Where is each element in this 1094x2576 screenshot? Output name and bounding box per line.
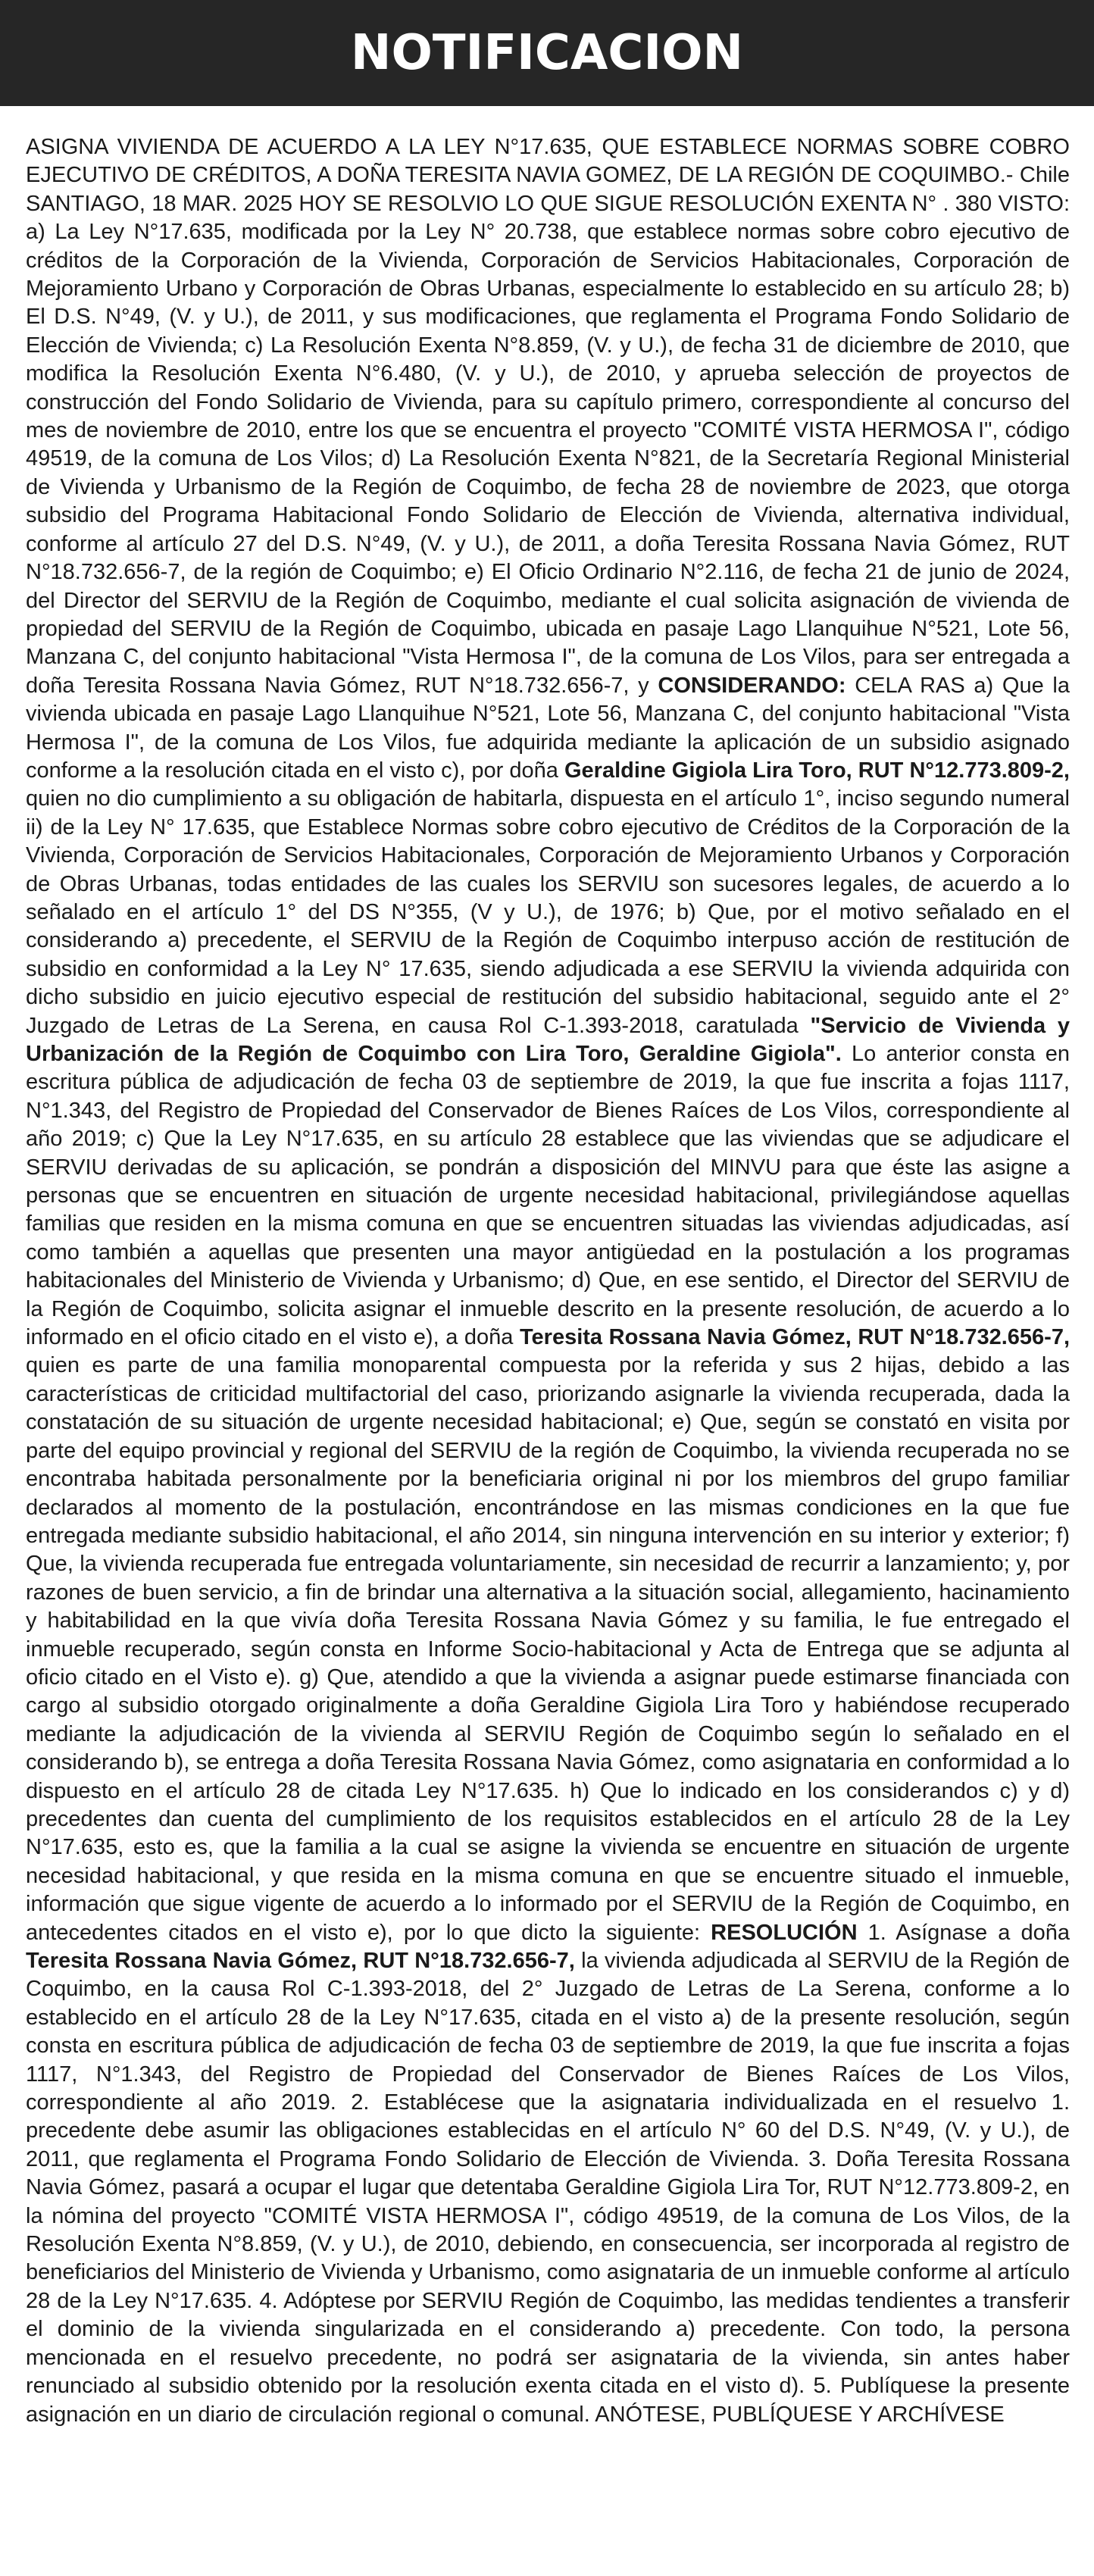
page-title: NOTIFICACION xyxy=(350,25,744,81)
notice-text-part-4: Lo anterior consta en escritura pública de adjudicación de fecha 03 de septiembre de 2019, la que fue inscrita a fojas 1117, N°1.343, del Registro de Propiedad del Conservador de Bienes Raíces de Los Vilos, correspondiente al año 2019; c) Que la Ley N°17.635, en su artículo 28 establece que las viviendas que se adjudicare el SERVIU derivadas de su aplicación, se pondrán a disposición del MINVU para que éste las asigne a personas que se encuentren en situación de urgente necesidad habitacional, privilegiándose aquellas familias que residen en la misma comuna en que se encuentren situadas las viviendas adjudicadas, así como también a aquellas que presenten una mayor antigüedad en la postulación a los programas habitacionales del Ministerio de Vivienda y Urbanismo; d) Que, en ese sentido, el Director del SERVIU de la Región de Coquimbo, solicita asignar el inmueble descrito en la presente resolución, de acuerdo a lo informado en el oficio citado en el visto e), a doña xyxy=(26,1042,1070,1350)
notice-text-part-3: quien no dio cumplimiento a su obligación de habitarla, dispuesta en el artículo 1°, inciso segundo numeral ii) de la Ley N° 17.635, que Establece Normas sobre cobro ejecutivo de Créditos de la Corporación de la Vivienda, Corporación de Servicios Habitacionales, Corporación de Mejoramiento Urbanos y Corporación de Obras Urbanas, todas entidades de las cuales los SERVIU son sucesores legales, de acuerdo a lo señalado en el artículo 1° del DS N°355, (V y U.), de 1976; b) Que, por el motivo señalado en el considerando a) precedente, el SERVIU de la Región de Coquimbo interpuso acción de restitución de subsidio en conformidad a la Ley N° 17.635, siendo adjudicada a ese SERVIU la vivienda adquirida con dicho subsidio en juicio ejecutivo especial de restitución del subsidio habitacional, seguido ante el 2° Juzgado de Letras de La Serena, en causa Rol C-1.393-2018, caratulada xyxy=(26,786,1070,1038)
notice-text-part-6: 1. Asígnase a doña xyxy=(857,1920,1070,1945)
notice-text-part-7: la vivienda adjudicada al SERVIU de la Región de Coquimbo, en la causa Rol C-1.393-2018, del 2° Juzgado de Letras de La Serena, conforme a lo establecido en el artículo 28 de la Ley N°17.635, citada en el visto a) de la presente resolución, según consta en escritura pública de adjudicación de fecha 03 de septiembre de 2019, la que fue inscrita a fojas 1117, N°1.343, del Registro de Propiedad del Conservador de Bienes Raíces de Los Vilos, correspondiente al año 2019. 2. Establécese que la asignataria individualizada en el resuelvo 1. precedente debe asumir las obligaciones establecidas en el artículo N° 60 del D.S. N°49, (V. y U.), de 2011, que reglamenta el Programa Fondo Solidario de Elección de Vivienda. 3. Doña Teresita Rossana Navia Gómez, pasará a ocupar el lugar que detentaba Geraldine Gigiola Lira Tor, RUT N°12.773.809-2, en la nómina del proyecto "COMITÉ VISTA HERMOSA I", código 49519, de la comuna de Los Vilos, de la Resolución Exenta N°8.859, (V. y U.), de 2010, debiendo, en consecuencia, ser incorporada al registro de beneficiarios del Ministerio de Vivienda y Urbanismo, como asignataria de un inmueble conforme al artículo 28 de la Ley N°17.635. 4. Adóptese por SERVIU Región de Coquimbo, las medidas tendientes a transferir el dominio de la vivienda singularizada en el considerando a) precedente. Con todo, la persona mencionada en el resuelvo precedente, no podrá ser asignataria de la vivienda, sin antes haber renunciado al subsidio obtenido por la resolución exenta citada en el visto d). 5. Publíquese la presente asignación en un diario de circulación regional o comunal. ANÓTESE, PUBLÍQUESE Y ARCHÍVESE xyxy=(26,1949,1070,2427)
notice-bold-geraldine: Geraldine Gigiola Lira Toro, RUT N°12.773.809-2, xyxy=(564,758,1070,783)
notice-bold-considerando: CONSIDERANDO: xyxy=(658,673,846,698)
notice-bold-teresita-2: Teresita Rossana Navia Gómez, RUT N°18.732.656-7, xyxy=(26,1949,575,1973)
notice-text-part-1: ASIGNA VIVIENDA DE ACUERDO A LA LEY N°17.635, QUE ESTABLECE NORMAS SOBRE COBRO EJECUTIVO DE CRÉDITOS, A DOÑA TERESITA NAVIA GOMEZ, DE LA REGIÓN DE COQUIMBO.- Chile SANTIAGO, 18 MAR. 2025 HOY SE RESOLVIO LO QUE SIGUE RESOLUCIÓN EXENTA N° . 380 VISTO: a) La Ley N°17.635, modificada por la Ley N° 20.738, que establece normas sobre cobro ejecutivo de créditos de la Corporación de la Vivienda, Corporación de Servicios Habitacionales, Corporación de Mejoramiento Urbano y Corporación de Obras Urbanas, especialmente lo establecido en su artículo 28; b) El D.S. N°49, (V. y U.), de 2011, y sus modificaciones, que reglamenta el Programa Fondo Solidario de Elección de Vivienda; c) La Resolución Exenta N°8.859, (V. y U.), de fecha 31 de diciembre de 2010, que modifica la Resolución Exenta N°6.480, (V. y U.), de 2010, y aprueba selección de proyectos de construcción del Fondo Solidario de Vivienda, para su capítulo primero, correspondiente al concurso del mes de noviembre de 2010, entre los que se encuentra el proyecto "COMITÉ VISTA HERMOSA I", código 49519, de la comuna de Los Vilos; d) La Resolución Exenta N°821, de la Secretaría Regional Ministerial de Vivienda y Urbanismo de la Región de Coquimbo, de fecha 28 de noviembre de 2023, que otorga subsidio del Programa Habitacional Fondo Solidario de Elección de Vivienda, alternativa individual, conforme al artículo 27 del D.S. N°49, (V. y U.), de 2011, a doña Teresita Rossana Navia Gómez, RUT N°18.732.656-7, de la región de Coquimbo; e) El Oficio Ordinario N°2.116, de fecha 21 de junio de 2024, del Director del SERVIU de la Región de Coquimbo, mediante el cual solicita asignación de vivienda de propiedad del SERVIU de la Región de Coquimbo, ubicada en pasaje Lago Llanquihue N°521, Lote 56, Manzana C, del conjunto habitacional "Vista Hermosa I", de la comuna de Los Vilos, para ser entregada a doña Teresita Rossana Navia Gómez, RUT N°18.732.656-7, y xyxy=(26,135,1070,698)
notice-text-part-2: CELA RAS a) Que la vivienda ubicada en pasaje Lago Llanquihue N°521, Lote 56, Manzana C, del conjunto habitacional "Vista Hermosa I", de la comuna de Los Vilos, fue adquirida mediante la aplicación de un subsidio asignado conforme a la resolución citada en el visto c), por doña xyxy=(26,673,1070,783)
notice-bold-causa: "Servicio de Vivienda y Urbanización de la Región de Coquimbo con Lira Toro, Geraldine Gigiola". xyxy=(26,1013,1070,1066)
notice-text-part-5: quien es parte de una familia monoparental compuesta por la referida y sus 2 hijas, debido a las características de criticidad multifactorial del caso, priorizando asignarle la vivienda recuperada, dada la constatación de su situación de urgente necesidad habitacional; e) Que, según se constató en visita por parte del equipo provincial y regional del SERVIU de la región de Coquimbo, la vivienda recuperada no se encontraba habitada personalmente por la beneficiaria original ni por los miembros del grupo familiar declarados al momento de la postulación, encontrándose en las mismas condiciones en la que fue entregada mediante subsidio habitacional, el año 2014, sin ninguna intervención en su interior y exterior; f) Que, la vivienda recuperada fue entregada voluntariamente, sin necesidad de recurrir a lanzamiento; y, por razones de buen servicio, a fin de brindar una alternativa a la situación social, allegamiento, hacinamiento y habitabilidad en la que vivía doña Teresita Rossana Navia Gómez y su familia, le fue entregado el inmueble recuperado, según consta en Informe Socio-habitacional y Acta de Entrega que se adjunta al oficio citado en el Visto e). g) Que, atendido a que la vivienda a asignar puede estimarse financiada con cargo al subsidio otorgado originalmente a doña Geraldine Gigiola Lira Toro y habiéndose recuperado mediante la adjudicación de la vivienda al SERVIU Región de Coquimbo según lo señalado en el considerando b), se entrega a doña Teresita Rossana Navia Gómez, como asignataria en conformidad a lo dispuesto en el artículo 28 de citada Ley N°17.635. h) Que lo indicado en los considerandos c) y d) precedentes dan cuenta del cumplimiento de los requisitos establecidos en el artículo 28 de la Ley N°17.635, esto es, que la familia a la cual se asigne la vivienda se encuentre en situación de urgente necesidad habitacional, y que resida en la misma comuna en que se encuentre situado el inmueble, información que sigue vigente de acuerdo a lo informado por el SERVIU de la Región de Coquimbo, en antecedentes citados en el visto e), por lo que dicto la siguiente: xyxy=(26,1353,1070,1945)
notice-bold-resolucion: RESOLUCIÓN xyxy=(711,1920,858,1945)
notice-body xyxy=(26,133,1070,2429)
notice-bold-teresita: Teresita Rossana Navia Gómez, RUT N°18.732.656-7, xyxy=(519,1325,1070,1350)
header-banner xyxy=(0,0,1094,106)
